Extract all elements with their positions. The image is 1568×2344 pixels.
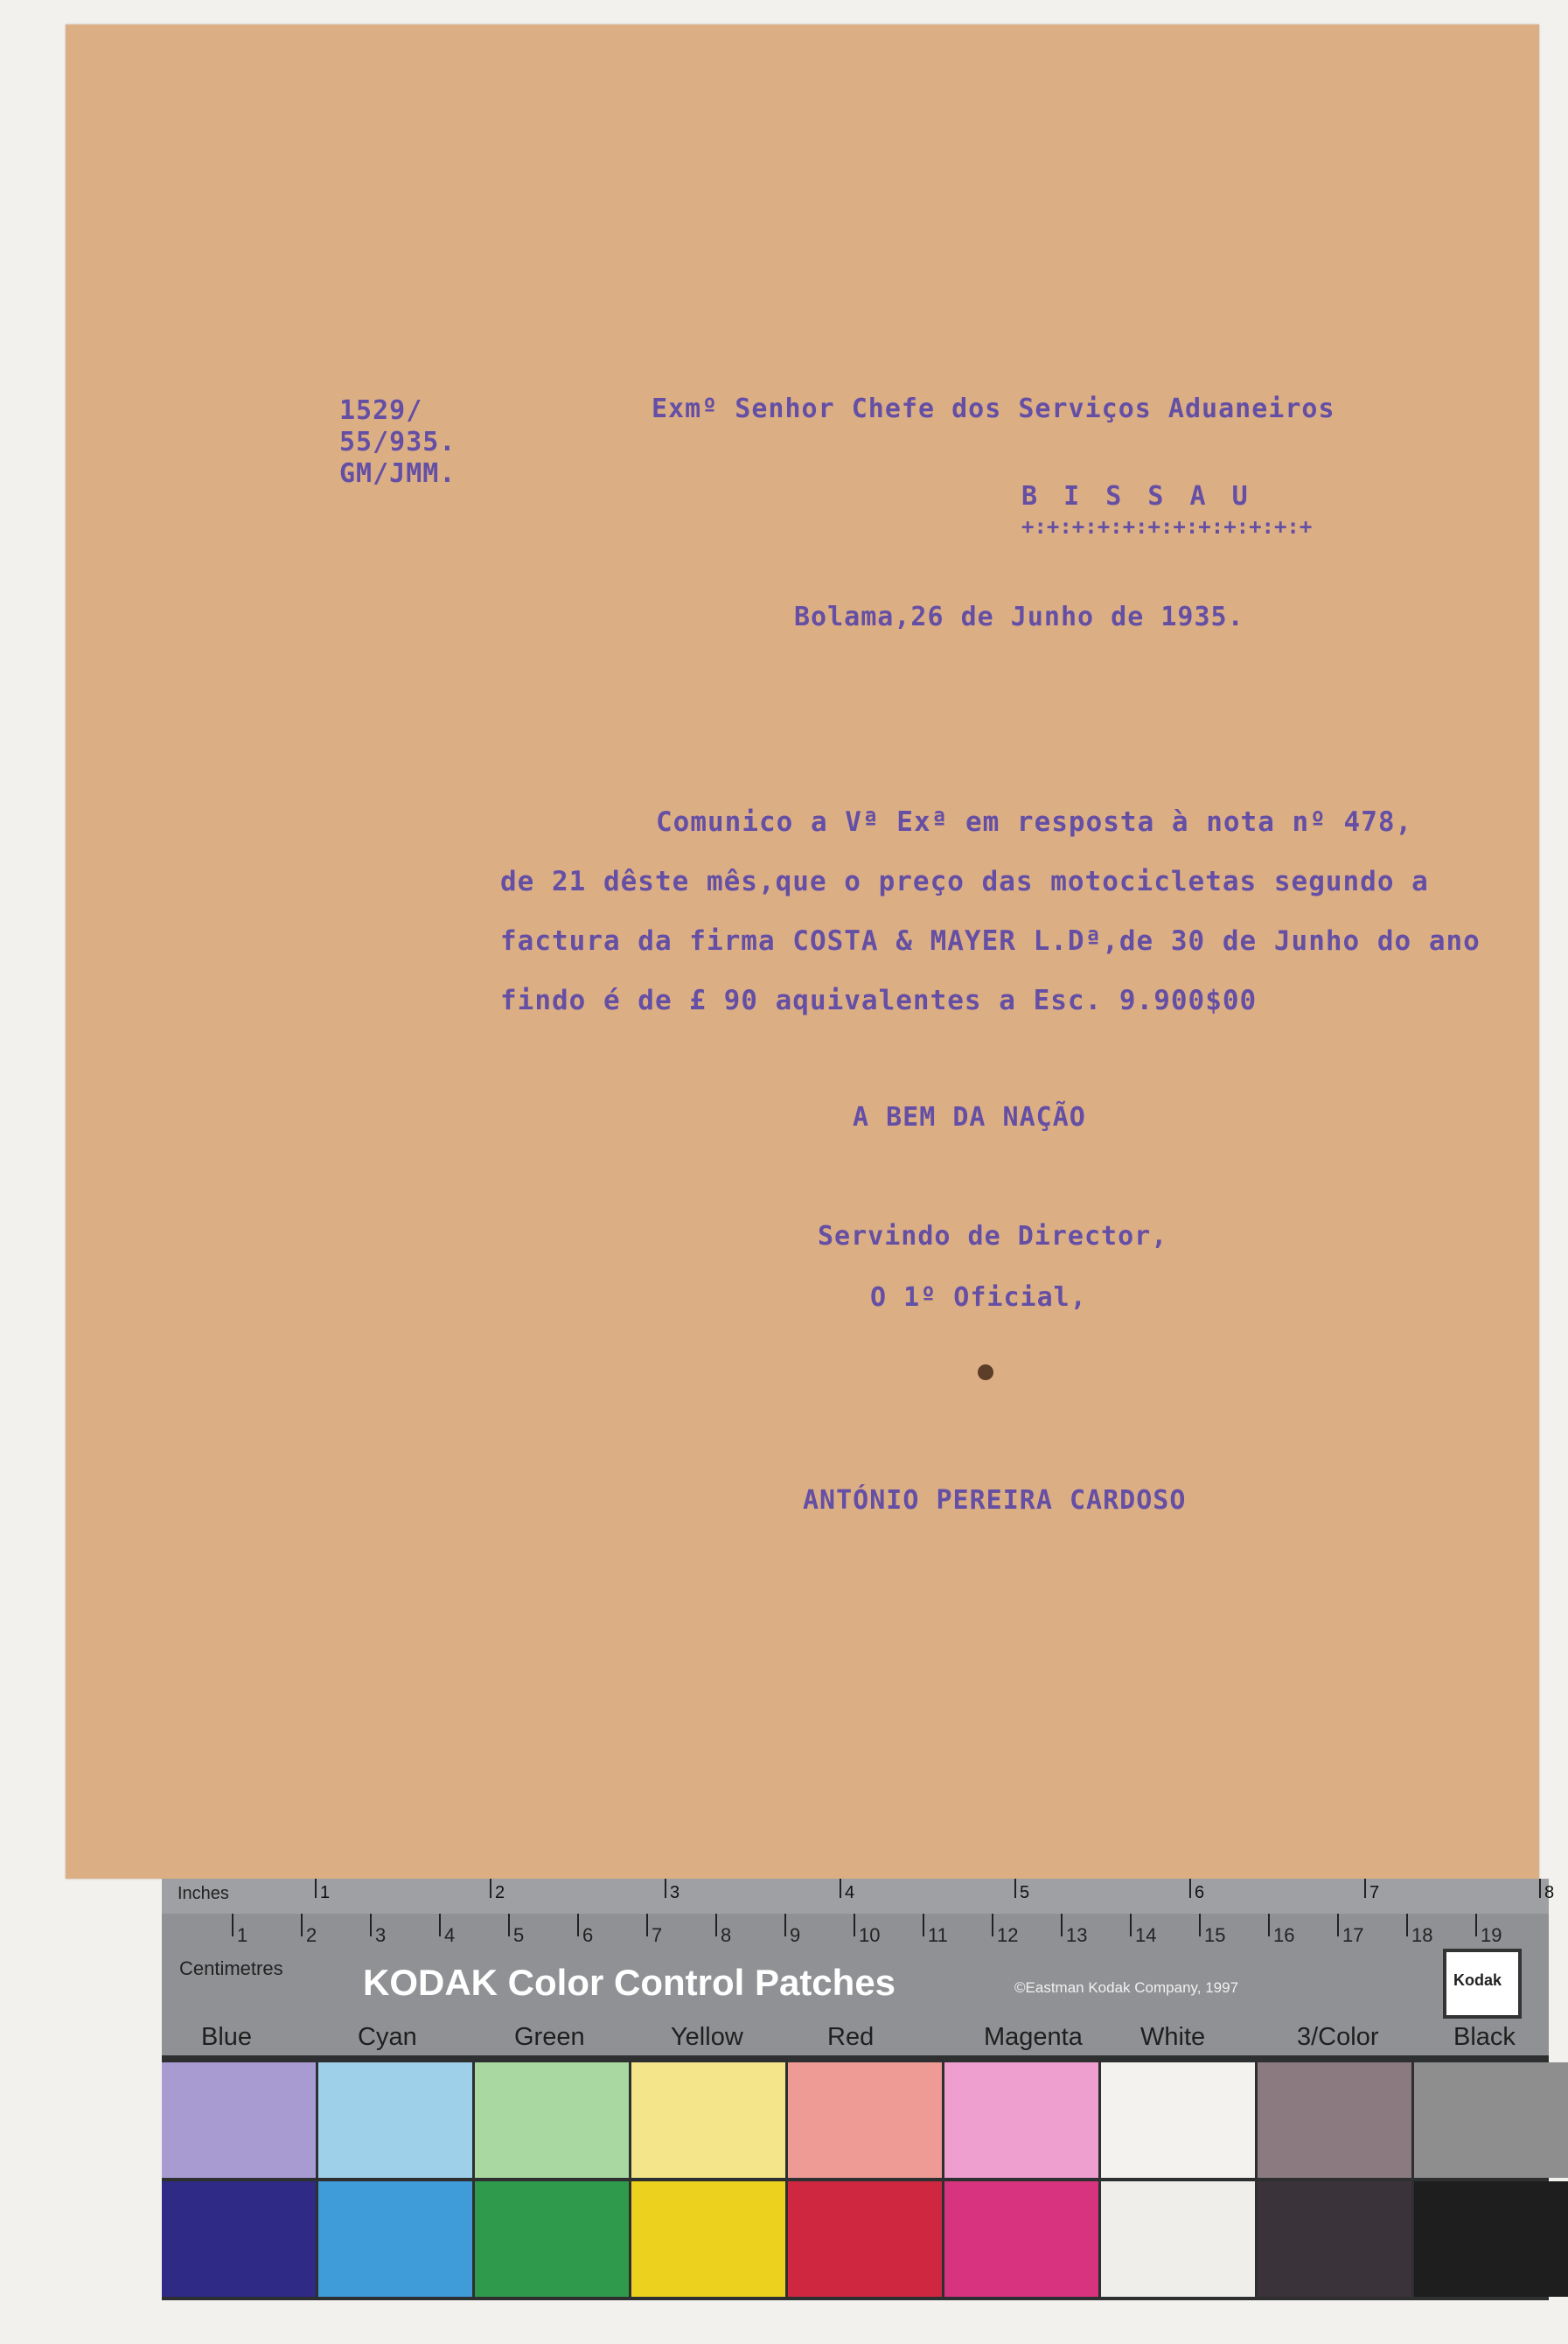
- color-patch-bottom: [944, 2181, 1098, 2297]
- reference-line-3: GM/JMM.: [339, 458, 456, 489]
- signatory-name: ANTÓNIO PEREIRA CARDOSO: [803, 1485, 1187, 1516]
- cm-number: 19: [1481, 1924, 1502, 1946]
- body-line-3: factura da firma COSTA & MAYER L.Dª,de 30 de Junho do ano: [500, 925, 1481, 957]
- cm-number: 9: [790, 1924, 801, 1946]
- card-title: KODAK Color Control Patches: [363, 1962, 896, 2003]
- cm-number: 18: [1411, 1924, 1433, 1946]
- color-patch-top: [1101, 2062, 1255, 2178]
- inch-tick: [1014, 1879, 1016, 1898]
- color-patch-bottom: [788, 2181, 942, 2297]
- reference-line-2: 55/935.: [339, 427, 456, 457]
- cm-number: 14: [1135, 1924, 1157, 1946]
- inch-tick: [315, 1879, 317, 1898]
- signature-title-2: O 1º Oficial,: [870, 1282, 1087, 1313]
- cm-tick: [646, 1914, 648, 1936]
- cm-tick: [301, 1914, 303, 1936]
- inch-number: 2: [495, 1883, 505, 1902]
- cm-tick: [439, 1914, 441, 1936]
- cm-number: 13: [1066, 1924, 1088, 1946]
- cm-tick: [992, 1914, 993, 1936]
- inches-label: Inches: [178, 1884, 229, 1903]
- color-patch-top: [1414, 2062, 1568, 2178]
- patch-label: White: [1140, 2023, 1206, 2051]
- inch-number: 6: [1195, 1883, 1205, 1902]
- cm-number: 16: [1273, 1924, 1295, 1946]
- patch-label: Cyan: [358, 2023, 417, 2051]
- color-patch-top: [318, 2062, 472, 2178]
- color-patch-bottom: [1101, 2181, 1255, 2297]
- patch-label: Yellow: [671, 2023, 743, 2051]
- patch-label: Blue: [201, 2023, 253, 2051]
- inch-tick: [840, 1879, 841, 1898]
- cm-number: 3: [375, 1924, 387, 1946]
- inch-number: 8: [1544, 1883, 1555, 1902]
- addressee-city: B I S S A U: [1021, 481, 1253, 512]
- cm-number: 17: [1342, 1924, 1364, 1946]
- color-patch-bottom: [1258, 2181, 1411, 2297]
- cm-number: 2: [306, 1924, 317, 1946]
- inch-number: 4: [845, 1883, 855, 1902]
- card-copyright: ©Eastman Kodak Company, 1997: [1014, 1979, 1239, 1996]
- cm-tick: [715, 1914, 717, 1936]
- patch-label: Black: [1453, 2023, 1516, 2051]
- patch-label: Green: [514, 2023, 585, 2051]
- cm-tick: [923, 1914, 924, 1936]
- kodak-logo-text: Kodak: [1453, 1971, 1502, 1989]
- date-line: Bolama,26 de Junho de 1935.: [794, 602, 1244, 632]
- inch-tick: [1364, 1879, 1366, 1898]
- cm-number: 11: [928, 1924, 948, 1946]
- color-control-card: [162, 1879, 1555, 2300]
- cm-tick: [1406, 1914, 1408, 1936]
- inch-number: 5: [1020, 1883, 1030, 1902]
- body-line-4: findo é de £ 90 aquivalentes a Esc. 9.900$00: [500, 985, 1258, 1016]
- cm-tick: [232, 1914, 233, 1936]
- cm-tick: [1130, 1914, 1132, 1936]
- cm-number: 7: [652, 1924, 663, 1946]
- signature-title-1: Servindo de Director,: [818, 1221, 1168, 1252]
- color-patch-bottom: [162, 2181, 316, 2297]
- inch-number: 3: [670, 1883, 680, 1902]
- cm-number: 15: [1204, 1924, 1226, 1946]
- cm-tick: [1199, 1914, 1201, 1936]
- cm-number: 6: [582, 1924, 594, 1946]
- city-underline: +:+:+:+:+:+:+:+:+:+:+:+: [1021, 514, 1313, 539]
- cm-number: 4: [444, 1924, 456, 1946]
- inch-number: 1: [320, 1883, 331, 1902]
- cm-tick: [1268, 1914, 1270, 1936]
- cm-tick: [1061, 1914, 1063, 1936]
- cm-number: 8: [721, 1924, 732, 1946]
- ink-dot: [978, 1364, 993, 1380]
- cm-number: 10: [859, 1924, 881, 1946]
- body-line-2: de 21 dêste mês,que o preço das motocicletas segundo a: [500, 866, 1429, 897]
- color-patch-top: [631, 2062, 785, 2178]
- color-patch-top: [944, 2062, 1098, 2178]
- reference-line-1: 1529/: [339, 395, 423, 426]
- color-patch-top: [475, 2062, 629, 2178]
- cm-tick: [577, 1914, 579, 1936]
- inch-tick: [1189, 1879, 1191, 1898]
- patch-label: 3/Color: [1297, 2023, 1379, 2051]
- cm-tick: [1337, 1914, 1339, 1936]
- patch-label: Red: [827, 2023, 875, 2051]
- addressee-line: Exmº Senhor Chefe dos Serviços Aduaneiros: [652, 394, 1335, 424]
- cm-number: 1: [237, 1924, 248, 1946]
- cm-number: 12: [997, 1924, 1019, 1946]
- cm-number: 5: [513, 1924, 525, 1946]
- color-patch-top: [1258, 2062, 1411, 2178]
- cm-tick: [784, 1914, 786, 1936]
- color-patch-top: [788, 2062, 942, 2178]
- cm-tick: [1475, 1914, 1477, 1936]
- color-patch-bottom: [475, 2181, 629, 2297]
- inch-number: 7: [1369, 1883, 1380, 1902]
- color-patch-bottom: [318, 2181, 472, 2297]
- inch-ruler: [162, 1879, 1549, 1914]
- patch-label: Magenta: [984, 2023, 1083, 2051]
- kodak-logo: [1443, 1949, 1522, 2019]
- centimetres-label: Centimetres: [179, 1957, 283, 1979]
- reference-number: [339, 395, 456, 490]
- cm-tick: [508, 1914, 510, 1936]
- color-patch-bottom: [631, 2181, 785, 2297]
- cm-tick: [370, 1914, 372, 1936]
- inch-tick: [490, 1879, 491, 1898]
- color-patch-bottom: [1414, 2181, 1568, 2297]
- closing-salutation: A BEM DA NAÇÃO: [853, 1102, 1086, 1133]
- body-line-1: Comunico a Vª Exª em resposta à nota nº 478,: [656, 806, 1413, 838]
- inch-tick: [1539, 1879, 1541, 1898]
- inch-tick: [665, 1879, 666, 1898]
- cm-tick: [854, 1914, 855, 1936]
- color-patch-top: [162, 2062, 316, 2178]
